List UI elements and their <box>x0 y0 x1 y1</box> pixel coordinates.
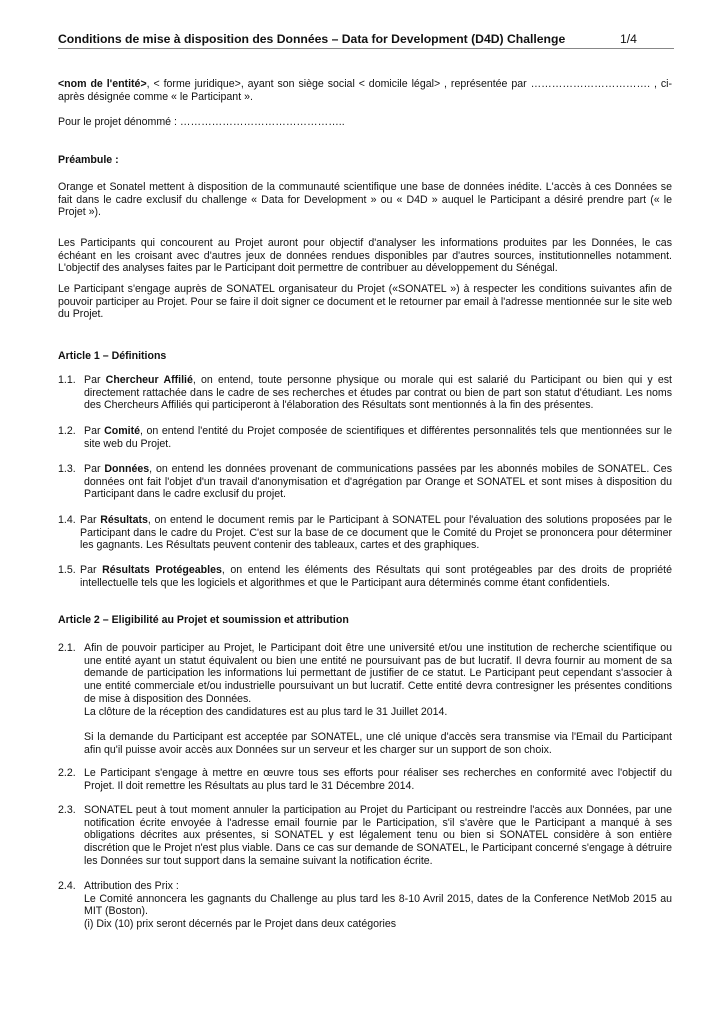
item-number: 2.4. <box>58 880 76 892</box>
item-number: 1.4. <box>58 514 76 526</box>
preambule-paragraph: Orange et Sonatel mettent à disposition de la communauté scientifique une base de données inédite. L'accès à ces Données se fait dans le cadre exclusif du challenge « Data for Development » ou « D4D » auquel le Participant a désiré prendre part (« le Projet »). <box>58 181 672 219</box>
article-item <box>58 804 672 868</box>
definition-item <box>58 463 672 501</box>
preambule-paragraph: Les Participants qui concourent au Projet auront pour objectif d'analyser les informations produites par les Données, le cas échéant en les croisant avec d'autres jeux de données rendues disponibles par d'autres sources, institutionnelles notamment. L'objectif des analyses faites par le Participant doit permettre de contribuer au développement du Sénégal. <box>58 237 672 275</box>
entity-details: , < forme juridique>, ayant son siège social < domicile légal> , représentée par ……………………………. , ci-après désignée comme « le Participant ». <box>58 78 672 103</box>
sub-item: (i) Dix (10) prix seront décernés par le Projet dans deux catégories <box>84 918 397 931</box>
item-text: , on entend l'entité du Projet composée de scientifiques et différentes personnalités tels que mentionnées sur le site web du Projet. <box>84 425 672 450</box>
defined-term: Résultats Protégeables <box>102 564 222 576</box>
item-number: 1.5. <box>58 564 76 576</box>
item-number: 1.3. <box>58 463 76 475</box>
definition-item <box>58 564 672 589</box>
article-1-heading: Article 1 – Définitions <box>58 350 167 362</box>
defined-term: Données <box>104 463 150 475</box>
item-text: , on entend les données provenant de communications passées par les abonnés mobiles de SONATEL. Ces données ont fait l'objet d'un travail d'anonymisation et d'agrégation par Orange et SONATEL et sont mises à disposition du Participant dans le cadre exclusif du projet. <box>84 463 672 501</box>
preambule-heading: Préambule : <box>58 154 119 166</box>
item-text: Afin de pouvoir participer au Projet, le Participant doit être une université et/ou une institution de recherche scientifique ou une entité ayant un statut équivalent ou bien une entité ne poursuivant pas de but lucratif. Il devra fournir au moment de sa demande de participation les informations lui permettant de justifier de ce statut. Le Participant peut cependant s'associer à une entité commerciale et/ou industrielle poursuivant un but lucratif. Cette entité devra contresigner les présentes conditions de mise à disposition des Données. <box>84 642 672 705</box>
application-deadline: La clôture de la réception des candidatures est au plus tard le 31 Juillet 2014. <box>84 705 448 718</box>
defined-term: Comité <box>104 425 140 437</box>
item-number: 2.1. <box>58 642 76 654</box>
definition-item <box>58 374 672 412</box>
item-prefix: Par <box>80 514 101 526</box>
item-text: Le Comité annoncera les gagnants du Challenge au plus tard les 8-10 Avril 2015, dates de la Conference NetMob 2015 au MIT (Boston). <box>84 892 672 918</box>
participant-identification <box>58 78 672 103</box>
item-number: 1.2. <box>58 425 76 437</box>
article-2-heading: Article 2 – Eligibilité au Projet et soumission et attribution <box>58 614 349 626</box>
item-number: 1.1. <box>58 374 76 386</box>
item-text: Le Participant s'engage à mettre en œuvre tous ses efforts pour réaliser ses recherches en conformité avec l'objectif du Projet. Il doit remettre les Résultats au plus tard le 31 Décembre 2014. <box>84 767 672 792</box>
item-number: 2.2. <box>58 767 76 779</box>
article-item <box>58 880 672 931</box>
article-item <box>58 767 672 792</box>
item-number: 2.3. <box>58 804 76 816</box>
page-number: 1/4 <box>620 32 637 46</box>
item-title: Attribution des Prix : <box>84 880 179 892</box>
page-header <box>58 32 674 49</box>
item-text: SONATEL peut à tout moment annuler la participation au Projet du Participant ou restreindre l'accès aux Données, par une notification écrite envoyée à l'adresse email fournie par le Participation, s'il s'avère que le Participant a manqué à ses obligations décrites aux présentes, si SONATEL y est légalement tenu ou bien si SONATEL considère à son entière discrétion que le Projet n'est plus viable. Dans ce cas sur demande de SONATEL, le Participant concerné s'engage à détruire les Données sur tout support dans la semaine suivant la notification écrite. <box>84 804 673 867</box>
defined-term: Chercheur Affilié <box>105 374 193 386</box>
defined-term: Résultats <box>100 514 148 526</box>
definition-item <box>58 425 672 450</box>
item-prefix: Par <box>80 564 103 576</box>
definition-item <box>58 514 672 552</box>
item-text: , on entend le document remis par le Participant à SONATEL pour l'évaluation des solutions proposées par le Participant dans le cadre du Projet. C'est sur la base de ce document que le Comité du Projet se prononcera pour déterminer les gagnants. Les Résultats peuvent contenir des tableaux, cartes et des graphiques. <box>80 514 672 552</box>
item-text: Si la demande du Participant est acceptée par SONATEL, une clé unique d'accès sera transmise via l'Email du Participant afin qu'il puisse avoir accès aux Données sur un serveur et les charger sur un support de son choix. <box>84 730 672 756</box>
document-title: Conditions de mise à disposition des Données – Data for Development (D4D) Challenge <box>58 32 566 46</box>
item-text: , on entend, toute personne physique ou morale qui est salarié du Participant ou bien qui y est directement rattachée dans le cadre de ses recherches et études par contrat ou bien de part son statut d'étudiant. Les noms des Chercheurs Affiliés qui participeront à l'élaboration des Résultats sont mentionnés à la fin des présentes. <box>84 374 672 412</box>
preambule-paragraph: Le Participant s'engage auprès de SONATEL organisateur du Projet («SONATEL ») à respecter les conditions suivantes afin de pouvoir participer au Projet. Pour se faire il doit signer ce document et le retourner par email à l'adresse mentionnée sur le site web du Projet. <box>58 283 672 321</box>
project-name-line: Pour le projet dénommé : ……………………………………….. <box>58 116 345 128</box>
item-text: , on entend les éléments des Résultats qui sont protégeables par des droits de propriété intellectuelle tels que les logiciels et algorithmes et que le Participant aura déterminés comme étant confidentiels. <box>80 564 672 589</box>
article-item <box>58 642 672 756</box>
item-prefix: Par <box>84 425 105 437</box>
entity-name-placeholder: <nom de l'entité> <box>58 78 147 90</box>
item-prefix: Par <box>84 463 105 475</box>
item-prefix: Par <box>84 374 106 386</box>
